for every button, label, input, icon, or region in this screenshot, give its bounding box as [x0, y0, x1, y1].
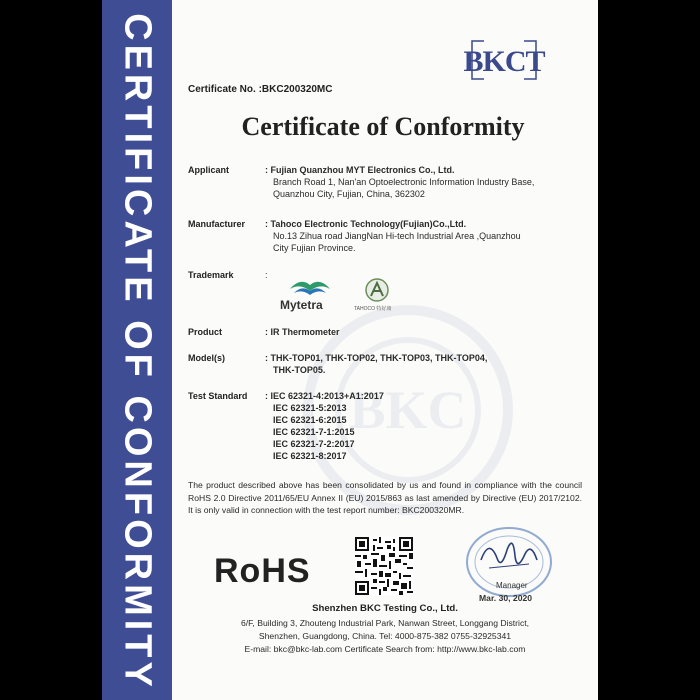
- standard-line: IEC 62321-8:2017: [273, 451, 347, 461]
- applicant-value: [265, 164, 585, 200]
- test-standard-value: [265, 390, 585, 462]
- models-line-1: : THK-TOP01, THK-TOP02, THK-TOP03, THK-TOP04,: [265, 353, 488, 363]
- manufacturer-label: Manufacturer: [188, 219, 246, 229]
- standard-line: IEC 62321-5:2013: [273, 403, 347, 413]
- side-band: [102, 0, 172, 700]
- side-band-text: CERTIFICATE OF CONFORMITY: [116, 13, 159, 691]
- rohs-mark: RoHS: [214, 552, 311, 590]
- issuer-company: Shenzhen BKC Testing Co., Ltd.: [312, 603, 458, 614]
- compliance-statement: The product described above has been consolidated by us and found in compliance with the council RoHS 2.0 Directive 2011/65/EU Annex II (EU) 2015/863 as last amended by Directive (EU) 2017/2102. It is only valid in connection with the test report number: BKC200320MR.: [188, 480, 582, 515]
- manufacturer-value: [265, 218, 585, 254]
- certificate-number: Certificate No. :BKC200320MC: [188, 84, 333, 95]
- trademark-label: Trademark: [188, 270, 234, 280]
- test-standard-label: Test Standard: [188, 391, 248, 401]
- signatory-title: Manager: [496, 581, 528, 590]
- svg-text:BKCT: BKCT: [463, 45, 545, 78]
- models-value: [265, 352, 585, 376]
- qr-code-icon[interactable]: [355, 537, 413, 595]
- mytetra-brand: Mytetra: [280, 298, 323, 312]
- issuer-web-line: E-mail: bkc@bkc-lab.com Certificate Search from: http://www.bkc-lab.com: [244, 644, 526, 654]
- bkct-logo: [454, 38, 554, 82]
- issuer-contact-line: Shenzhen, Guangdong, China. Tel: 4000-875-382 0755-32925341: [258, 631, 512, 641]
- standard-line: : IEC 62321-4:2013+A1:2017: [265, 391, 384, 401]
- applicant-label: Applicant: [188, 165, 230, 175]
- standard-line: IEC 62321-6:2015: [273, 415, 347, 425]
- applicant-address-2: Quanzhou City, Fujian, China, 362302: [273, 189, 425, 199]
- issuer-address-line: 6/F, Building 3, Zhouteng Industrial Park, Nanwan Street, Longgang District,: [240, 618, 530, 628]
- product-value: : IR Thermometer: [265, 327, 340, 337]
- models-line-2: THK-TOP05.: [273, 365, 326, 375]
- svg-text:BKC: BKC: [349, 380, 467, 440]
- models-label: Model(s): [188, 353, 225, 363]
- manufacturer-name: : Tahoco Electronic Technology(Fujian)Co.,Ltd.: [265, 219, 467, 229]
- manufacturer-address-1: No.13 Zihua road JiangNan Hi-tech Industrial Area ,Quanzhou: [273, 231, 521, 241]
- manufacturer-address-2: City Fujian Province.: [273, 243, 356, 253]
- certificate-title: Certificate of Conformity: [241, 112, 525, 141]
- certificate-page: [102, 0, 598, 700]
- tahoco-brand: TAHOCO 特好康: [354, 306, 392, 312]
- applicant-address-1: Branch Road 1, Nan'an Optoelectronic Information Industry Base,: [273, 177, 535, 187]
- standard-line: IEC 62321-7-1:2015: [273, 427, 355, 437]
- standard-line: IEC 62321-7-2:2017: [273, 439, 355, 449]
- product-label: Product: [188, 327, 223, 337]
- trademark-logos: [280, 275, 420, 319]
- trademark-colon: :: [265, 270, 268, 280]
- applicant-name: : Fujian Quanzhou MYT Electronics Co., Ltd.: [265, 165, 455, 175]
- tahoco-logo-icon: [364, 277, 390, 303]
- issue-date: Mar. 30, 2020: [479, 593, 533, 603]
